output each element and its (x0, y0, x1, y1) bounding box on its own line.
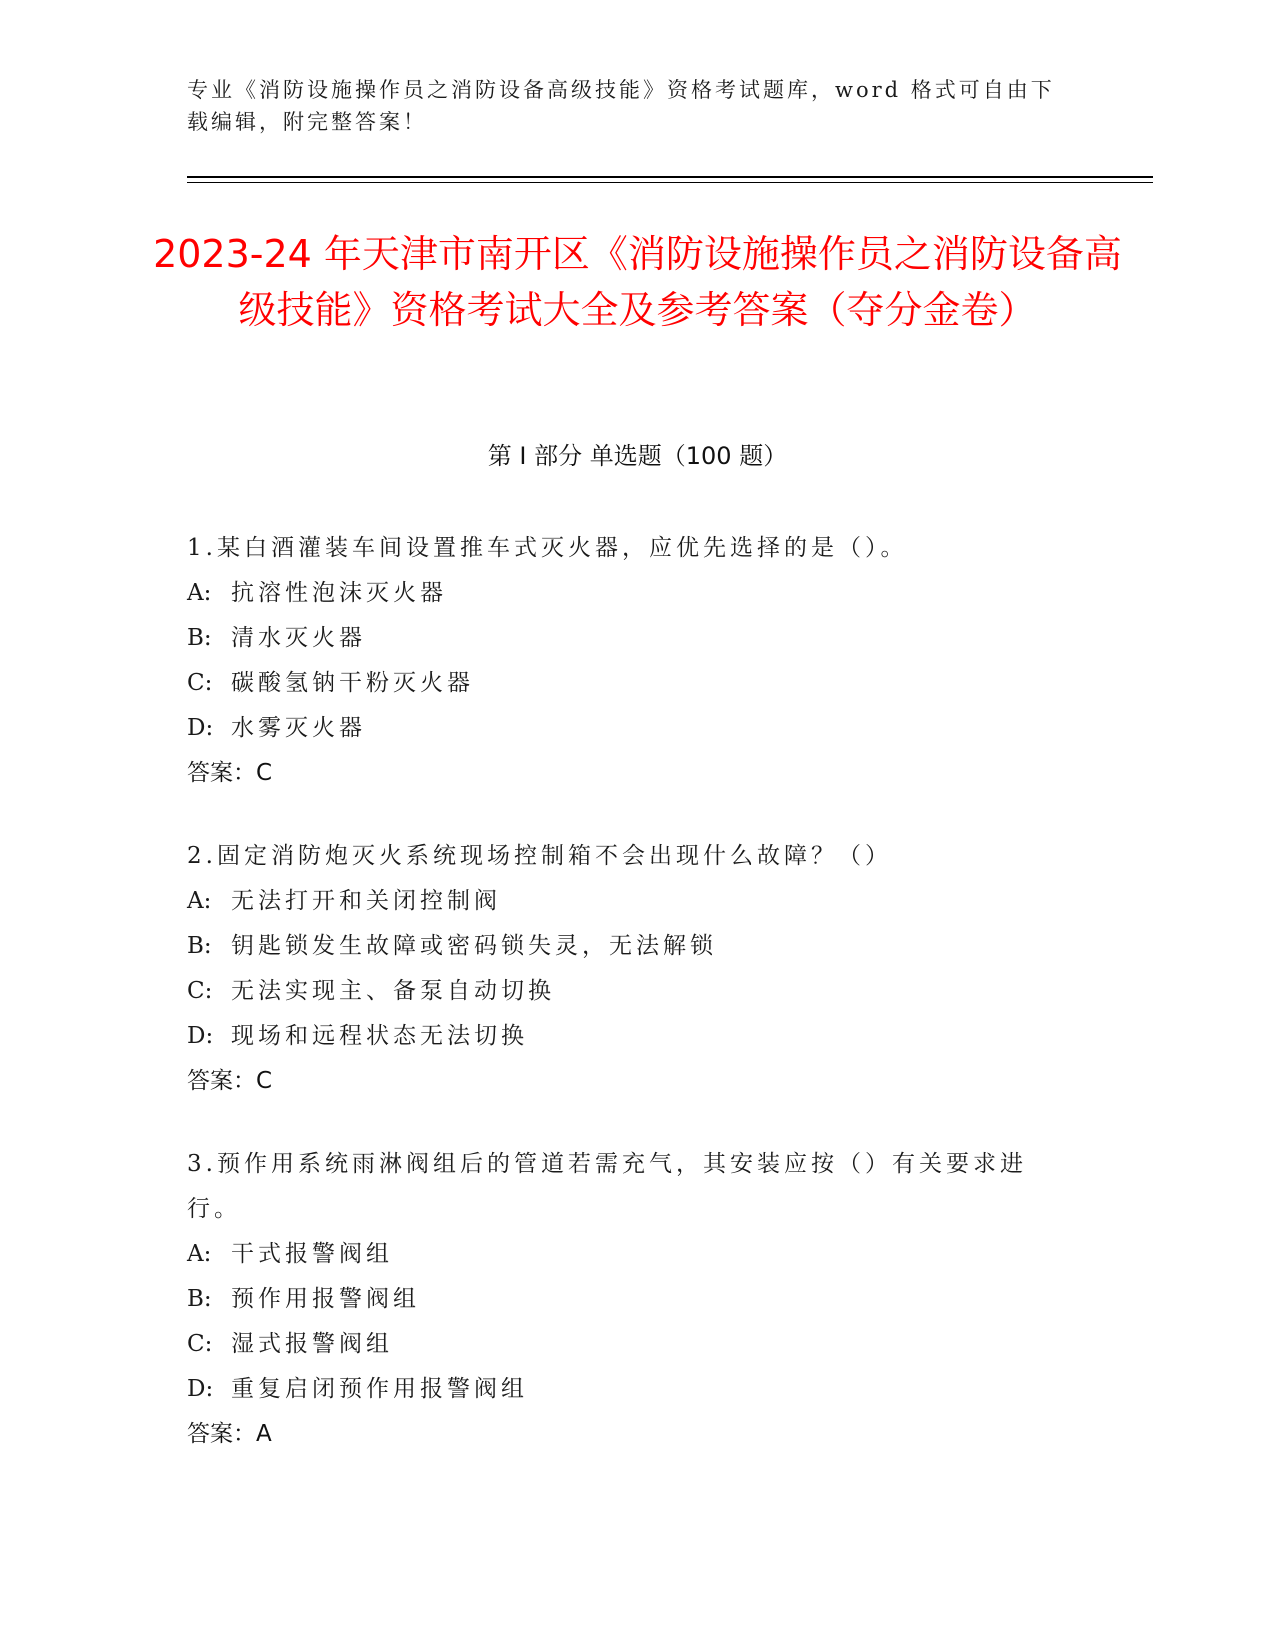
question-stem: 1.某白酒灌装车间设置推车式灭火器，应优先选择的是（）。 (187, 535, 908, 561)
question-list (187, 526, 1067, 1495)
option-text: 无法实现主、备泵自动切换 (231, 978, 555, 1004)
option-key: A: (187, 580, 212, 606)
option-key: A: (187, 888, 212, 914)
option-text: 碳酸氢钠干粉灭火器 (231, 670, 474, 696)
option-text: 湿式报警阀组 (231, 1331, 393, 1357)
option-key: B: (187, 933, 212, 959)
option-text: 重复启闭预作用报警阀组 (231, 1376, 528, 1402)
option-text: 清水灭火器 (231, 625, 366, 651)
option-key: B: (187, 1286, 212, 1312)
question-1 (187, 526, 1067, 796)
option-key: B: (187, 625, 212, 651)
option-key: C: (187, 978, 213, 1004)
option-c (187, 661, 1067, 706)
option-c (187, 969, 1067, 1014)
question-stem: 2.固定消防炮灭火系统现场控制箱不会出现什么故障？（） (187, 843, 892, 869)
section-heading: 第 I 部分 单选题（100 题） (487, 442, 788, 470)
option-key: C: (187, 670, 213, 696)
answer-line: 答案：C (187, 760, 273, 786)
option-b (187, 616, 1067, 661)
option-a (187, 571, 1067, 616)
question-2 (187, 834, 1067, 1104)
option-text: 钥匙锁发生故障或密码锁失灵，无法解锁 (231, 933, 717, 959)
option-a (187, 1232, 1067, 1277)
option-key: D: (187, 715, 214, 741)
option-a (187, 879, 1067, 924)
option-text: 水雾灭火器 (231, 715, 366, 741)
option-text: 干式报警阀组 (231, 1241, 393, 1267)
option-text: 现场和远程状态无法切换 (231, 1023, 528, 1049)
option-b (187, 1277, 1067, 1322)
header-divider-thin (187, 182, 1153, 183)
option-key: A: (187, 1241, 212, 1267)
question-stem: 3.预作用系统雨淋阀组后的管道若需充气，其安装应按（）有关要求进行。 (187, 1151, 1027, 1222)
option-text: 抗溶性泡沫灭火器 (231, 580, 447, 606)
option-text: 无法打开和关闭控制阀 (231, 888, 501, 914)
answer-line: 答案：A (187, 1421, 272, 1447)
question-3 (187, 1142, 1067, 1457)
option-d (187, 1367, 1067, 1412)
option-c (187, 1322, 1067, 1367)
option-d (187, 706, 1067, 751)
header-note: 专业《消防设施操作员之消防设备高级技能》资格考试题库，word 格式可自由下载编辑，附完整答案！ (187, 78, 1055, 134)
option-key: D: (187, 1023, 214, 1049)
header-divider-thick (187, 176, 1153, 178)
option-key: D: (187, 1376, 214, 1402)
option-key: C: (187, 1331, 213, 1357)
option-text: 预作用报警阀组 (231, 1286, 420, 1312)
answer-line: 答案：C (187, 1068, 273, 1094)
document-title: 2023-24 年天津市南开区《消防设施操作员之消防设备高级技能》资格考试大全及参考答案（夺分金卷） (153, 232, 1122, 332)
option-d (187, 1014, 1067, 1059)
option-b (187, 924, 1067, 969)
